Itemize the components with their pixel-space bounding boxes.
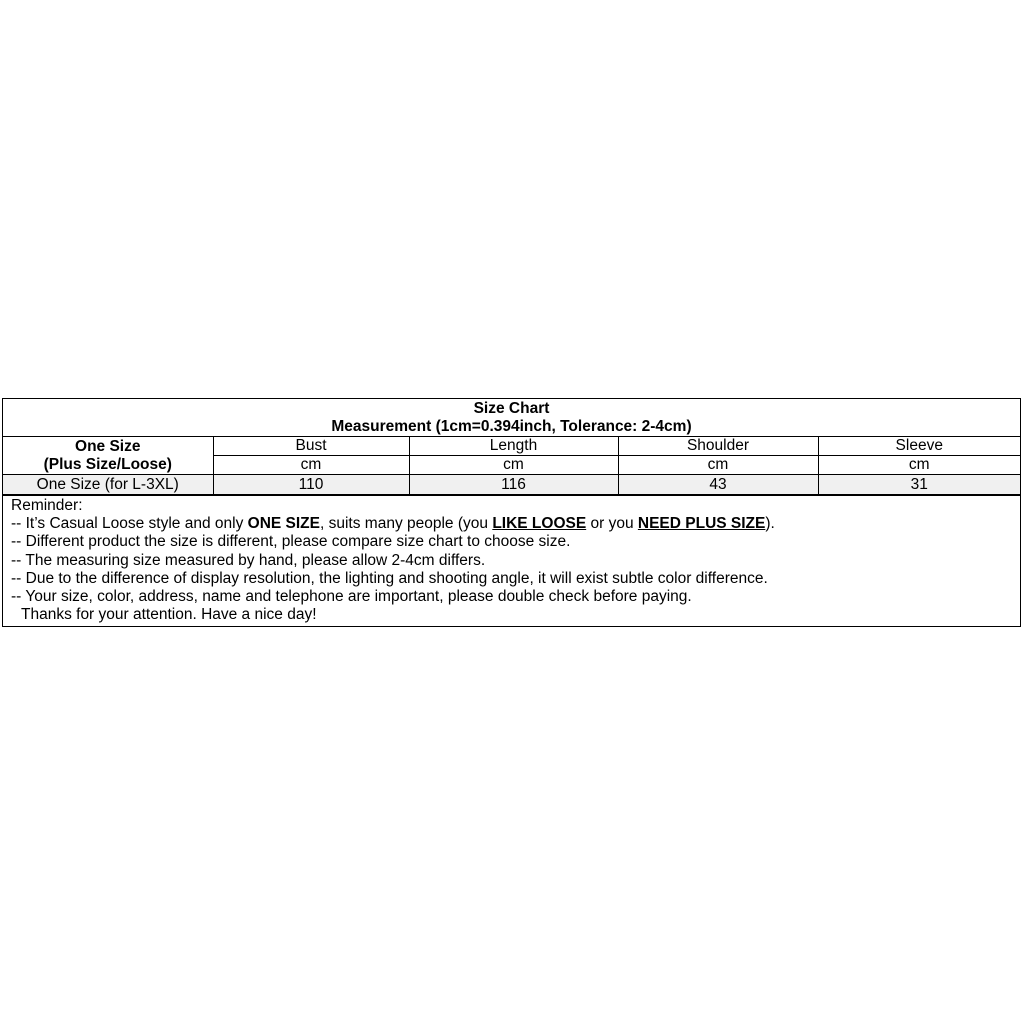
- reminder-line-2: -- Different product the size is different, please compare size chart to choose size.: [11, 533, 571, 551]
- reminder-closing: Thanks for your attention. Have a nice day!: [21, 606, 317, 624]
- reminder-text: or you: [586, 515, 638, 533]
- one-size-emphasis: ONE SIZE: [247, 515, 320, 533]
- value-shoulder: 43: [618, 475, 818, 495]
- unit-bust: cm: [213, 456, 409, 475]
- need-plus-size-emphasis: NEED PLUS SIZE: [637, 515, 766, 533]
- size-chart: [2, 398, 1021, 627]
- reminder-line-4: -- Due to the difference of display resolution, the lighting and shooting angle, it will exist subtle color difference.: [11, 569, 768, 587]
- reminder-section: [3, 495, 1020, 626]
- unit-shoulder: cm: [618, 456, 818, 475]
- reminder-text: -- It’s Casual Loose style and only: [11, 515, 248, 533]
- unit-length: cm: [409, 456, 618, 475]
- unit-sleeve: cm: [818, 456, 1020, 475]
- like-loose-emphasis: LIKE LOOSE: [492, 515, 587, 533]
- reminder-text: , suits many people (you: [320, 515, 493, 533]
- chart-subtitle: Measurement (1cm=0.394inch, Tolerance: 2-4cm): [331, 418, 692, 435]
- chart-title: Size Chart: [473, 400, 550, 417]
- size-label-line2: (Plus Size/Loose): [43, 455, 172, 473]
- column-header-sleeve: Sleeve: [818, 437, 1020, 456]
- reminder-text: ).: [765, 515, 775, 533]
- column-header-length: Length: [409, 437, 618, 456]
- size-chart-table: [3, 399, 1020, 495]
- value-bust: 110: [213, 475, 409, 495]
- size-label-cell: [3, 437, 213, 475]
- reminder-line-5: -- Your size, color, address, name and telephone are important, please double check before paying.: [11, 587, 692, 605]
- reminder-line-3: -- The measuring size measured by hand, please allow 2-4cm differs.: [11, 551, 486, 569]
- table-row: [3, 475, 1020, 495]
- column-header-shoulder: Shoulder: [618, 437, 818, 456]
- value-length: 116: [409, 475, 618, 495]
- column-header-bust: Bust: [213, 437, 409, 456]
- size-label-line1: One Size: [75, 437, 141, 455]
- value-sleeve: 31: [818, 475, 1020, 495]
- chart-title-cell: [3, 399, 1020, 437]
- reminder-heading: Reminder:: [11, 497, 83, 514]
- reminder-line-1: [11, 515, 1020, 533]
- row-size-name: One Size (for L-3XL): [3, 475, 213, 495]
